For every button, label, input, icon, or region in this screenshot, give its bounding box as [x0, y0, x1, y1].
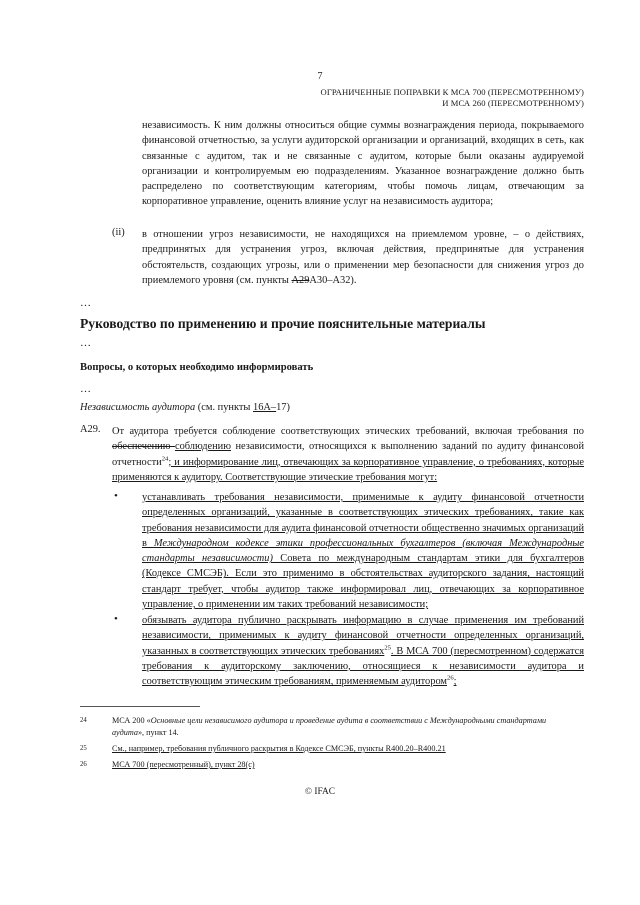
bullet-1-marker: • [114, 490, 118, 502]
bullet-1-italic: Международном кодексе этики профессиональных бухгалтеров (включая Международные стандарты независимости) [142, 537, 584, 565]
list-item-ii-end: A30–A32). [309, 274, 357, 286]
topic-ref: 16A– [253, 402, 277, 413]
bullet-2-end: ; [453, 676, 457, 688]
a29-struck: обеспечению [112, 441, 175, 453]
bullet-2 [142, 613, 584, 689]
footnote-24-text [112, 715, 580, 739]
bullet-1-text-1: устанавливать требования независимости, применимые к аудиту финансовой отчетности определенных организаций, указанные в соответствующих этических требованиях, такие как требования независимости для аудита финансовой отчетности общественно значимых организаций в [142, 492, 585, 549]
bullet-1-text-2: Совета по международным стандартам этики для бухгалтеров (Кодексе СМСЭБ). Если это применимо в обстоятельствах аудиторского задания, настоящий стандарт требует, чтобы аудитор также информировал лиц, отвечающих за корпоративное управление, о применении им таких требований независимости; [142, 553, 584, 611]
footnote-25 [80, 743, 584, 757]
footnote-ref-26: 26 [447, 674, 454, 682]
a29-text-2: независимости, относящихся к выполнению заданий по аудиту финансовой отчетности [112, 441, 585, 468]
footnote-ref-24: 24 [161, 455, 169, 463]
a29-inserted-2: ; и информирование лиц, отвечающих за корпоративное управление, о требованиях, которые применяются к аудитору. Соответствующие этические требования могут: [112, 456, 584, 483]
list-label-ii: (ii) [112, 227, 125, 238]
footnote-24-italic: Основные цели независимого аудитора и проведение аудита в соответствии с Международными стандартами аудита [112, 716, 547, 737]
footnote-24-post: », пункт 14. [137, 728, 179, 737]
footnote-ref-25: 25 [384, 644, 391, 652]
topic-line-auditor-independence [80, 402, 290, 413]
topic-pre: (см. пункты [195, 402, 253, 413]
footnote-26-number: 26 [80, 761, 87, 768]
running-header-line-1: ОГРАНИЧЕННЫЕ ПОПРАВКИ К МСА 700 (ПЕРЕСМОТРЕННОМУ) [320, 87, 584, 97]
subsection-heading: Вопросы, о которых необходимо информировать [80, 362, 314, 373]
footnote-24-number: 24 [80, 717, 87, 724]
footnote-24-pre: МСА 200 « [112, 716, 151, 725]
bullet-2-text-2: . В МСА 700 (пересмотренном) содержатся требования к аудиторскому заключению, относящиеся к независимости аудитора и соответствующим этическим требованиям, применяемым аудитором [142, 645, 585, 688]
paragraph-independence-fees: независимость. К ним должны относиться общие суммы вознаграждения периода, покрываемого финансовой отчетностью, за услуги аудиторской организации и организаций, входящих в сеть, как связанные с аудитом, так и не связанные с аудитом, которые были оказаны аудируемой организации и контролируемым ею подразделениям. Указанное вознаграждение должно быть распределено по соответствующим категориям, чтобы помочь лицам, отвечающим за корпоративное управление, оценить влияние услуг на независимость аудитора; [142, 120, 584, 208]
paragraph-a29 [112, 424, 584, 485]
bullet-2-marker: • [114, 613, 118, 625]
bullet-2-text-1: обязывать аудитора публично раскрывать информацию в случае применения им требований независимости, применимых к аудиту финансовой отчетности определенных организаций, указанных в соответствующих этических требованиях [142, 615, 584, 657]
ellipsis-1: … [80, 297, 92, 309]
ellipsis-2: … [80, 337, 92, 349]
a29-text-1: От аудитора требуется соблюдение соответствующих этических требований, включая требования по [112, 426, 584, 437]
list-item-ii [142, 227, 584, 288]
page-number: 7 [317, 71, 323, 82]
ellipsis-3: … [80, 383, 92, 395]
footnote-25-number: 25 [80, 745, 87, 752]
page-footer: © IFAC [304, 787, 336, 797]
bullet-1 [142, 490, 584, 612]
footnote-24 [80, 715, 584, 745]
footnote-26 [80, 759, 584, 773]
footnote-26-text: МСА 700 (пересмотренный), пункт 28(c) [112, 760, 255, 769]
topic-italic: Независимость аудитора [80, 402, 196, 413]
footnote-separator [80, 706, 200, 707]
struck-reference: A29 [291, 274, 310, 286]
list-item-ii-text: в отношении угроз независимости, не находящихся на приемлемом уровне, – о действиях, предпринятых для устранения угроз, включая действия, предпринятые для устранения обстоятельств, создающих угрозы, или о применении мер безопасности для снижения угроз до приемлемого уровня (см. пункты [142, 229, 584, 286]
running-header-line-2: И МСА 260 (ПЕРЕСМОТРЕННОМУ) [442, 98, 584, 108]
topic-post: 17) [276, 402, 290, 413]
paragraph-label-a29: A29. [80, 424, 101, 435]
footnote-25-text: См., например, требования публичного раскрытия в Кодексе СМСЭБ, пункты R400.20–R400.21 [112, 744, 446, 753]
a29-inserted-1: соблюдению [174, 441, 231, 453]
section-heading: Руководство по применению и прочие пояснительные материалы [80, 316, 486, 331]
